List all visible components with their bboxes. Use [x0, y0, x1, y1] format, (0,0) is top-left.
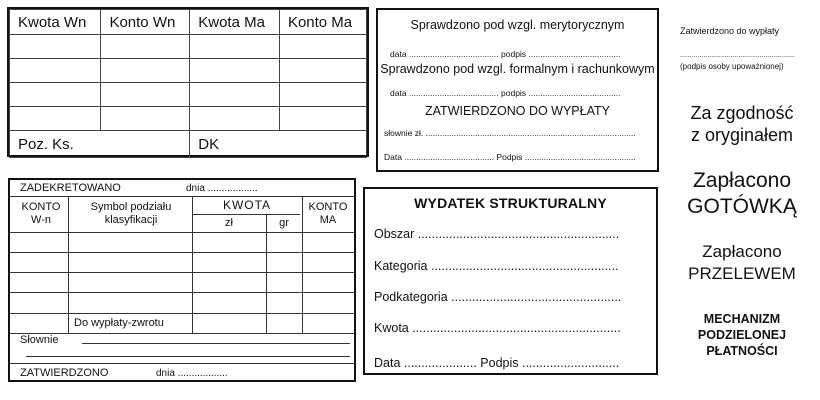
col-symbol-line1: Symbol podziału	[90, 201, 172, 213]
stamp-zadekretowano	[8, 178, 356, 382]
col-konto-wn-line1: KONTO	[21, 201, 61, 213]
zatwierdzono-dnia: dnia ..................	[156, 368, 228, 379]
stamp-mechanizm	[672, 311, 812, 359]
gotowka-line1: Zapłacono	[692, 169, 792, 192]
podkategoria-line: Podkategoria .................................................	[374, 290, 622, 304]
mechanizm-line2: PODZIELONEJ	[697, 328, 787, 342]
mechanizm-line3: PŁATNOŚCI	[706, 344, 778, 358]
header-konto-wn: Konto Wn	[101, 10, 190, 35]
header-kwota-ma: Kwota Ma	[190, 10, 280, 35]
zatwierdzono-small-title: Zatwierdzono do wypłaty	[680, 26, 780, 36]
col-symbol-line2: klasyfikacji	[104, 214, 158, 226]
data-podpis-line: Data ..................... Podpis ............................	[374, 356, 620, 370]
col-konto-ma-line2: MA	[319, 214, 337, 226]
col-konto-wn-line2: W-n	[31, 214, 51, 226]
slownie-zl-line: słownie zł. .........................................................................................	[384, 128, 636, 138]
slownie-label: Słownie	[20, 334, 59, 346]
header-konto-ma: Konto Ma	[279, 10, 366, 35]
za-zgodnosc-line2: z oryginałem	[690, 125, 794, 145]
divider	[10, 333, 354, 334]
divider	[10, 272, 354, 273]
przelew-line2: PRZELEWEM	[688, 264, 796, 283]
zatwierdzono-do-wyplaty: ZATWIERDZONO DO WYPŁATY	[425, 104, 610, 118]
dk-label: DK	[190, 131, 367, 158]
stamp-zaplacono-gotowka	[668, 168, 816, 220]
poz-ks-label: Poz. Ks.	[10, 131, 190, 158]
data-podpis-line: Data ...................................... Podpis ...............................................	[384, 152, 636, 162]
do-wyplaty-zwrotu: Do wypłaty-zwrotu	[74, 317, 164, 329]
divider	[10, 232, 354, 233]
sprawdzono-merytorycznym-sub: data ...................................... podpis .......................................	[390, 49, 621, 59]
mechanizm-line1: MECHANIZM	[703, 312, 781, 326]
divider	[10, 292, 354, 293]
zatwierdzono-small-caption: (podpis osoby upoważnionej)	[680, 62, 784, 71]
stamp-wydatek-strukturalny	[363, 187, 658, 375]
divider	[26, 356, 350, 357]
sprawdzono-merytorycznym: Sprawdzono pod wzgl. merytorycznym	[410, 18, 625, 32]
col-zl: zł	[225, 217, 233, 229]
wydatek-title: WYDATEK STRUKTURALNY	[414, 195, 607, 211]
divider	[10, 252, 354, 253]
sprawdzono-formalnym-sub: data ...................................... podpis .......................................	[390, 88, 621, 98]
przelew-line1: Zapłacono	[702, 242, 782, 261]
divider	[10, 363, 354, 364]
zatwierdzono-small-dots: ...........................................................	[680, 52, 795, 59]
stamp-za-zgodnosc	[672, 102, 812, 146]
table-row	[10, 59, 367, 83]
stamp-zaplacono-przelewem	[668, 241, 816, 285]
table-row	[10, 107, 367, 131]
kategoria-line: Kategoria ......................................................	[374, 259, 619, 273]
stamp-kwota-konto	[7, 7, 369, 157]
divider	[82, 343, 350, 344]
kwota-line: Kwota ............................................................	[374, 321, 621, 335]
divider	[10, 313, 354, 314]
gotowka-line2: GOTÓWKĄ	[687, 195, 797, 218]
obszar-line: Obszar ..........................................................	[374, 227, 620, 241]
table-row	[10, 35, 367, 59]
zatwierdzono-label: ZATWIERDZONO	[20, 367, 109, 379]
stamp-sprawdzono	[376, 8, 659, 172]
col-konto-wn	[16, 201, 66, 227]
col-gr: gr	[279, 217, 289, 229]
zadekretowano-dnia: dnia ..................	[186, 183, 258, 194]
col-konto-ma-line1: KONTO	[308, 201, 348, 213]
header-kwota-wn: Kwota Wn	[10, 10, 101, 35]
col-kwota: KWOTA	[222, 198, 272, 212]
za-zgodnosc-line1: Za zgodność	[690, 103, 794, 123]
col-konto-ma	[302, 201, 354, 227]
sprawdzono-formalnym: Sprawdzono pod wzgl. formalnym i rachunkowym	[380, 62, 655, 76]
table-row	[10, 83, 367, 107]
col-symbol	[70, 201, 192, 227]
zadekretowano-label: ZADEKRETOWANO	[20, 182, 121, 194]
divider	[192, 214, 300, 215]
kwota-konto-table	[9, 9, 367, 158]
